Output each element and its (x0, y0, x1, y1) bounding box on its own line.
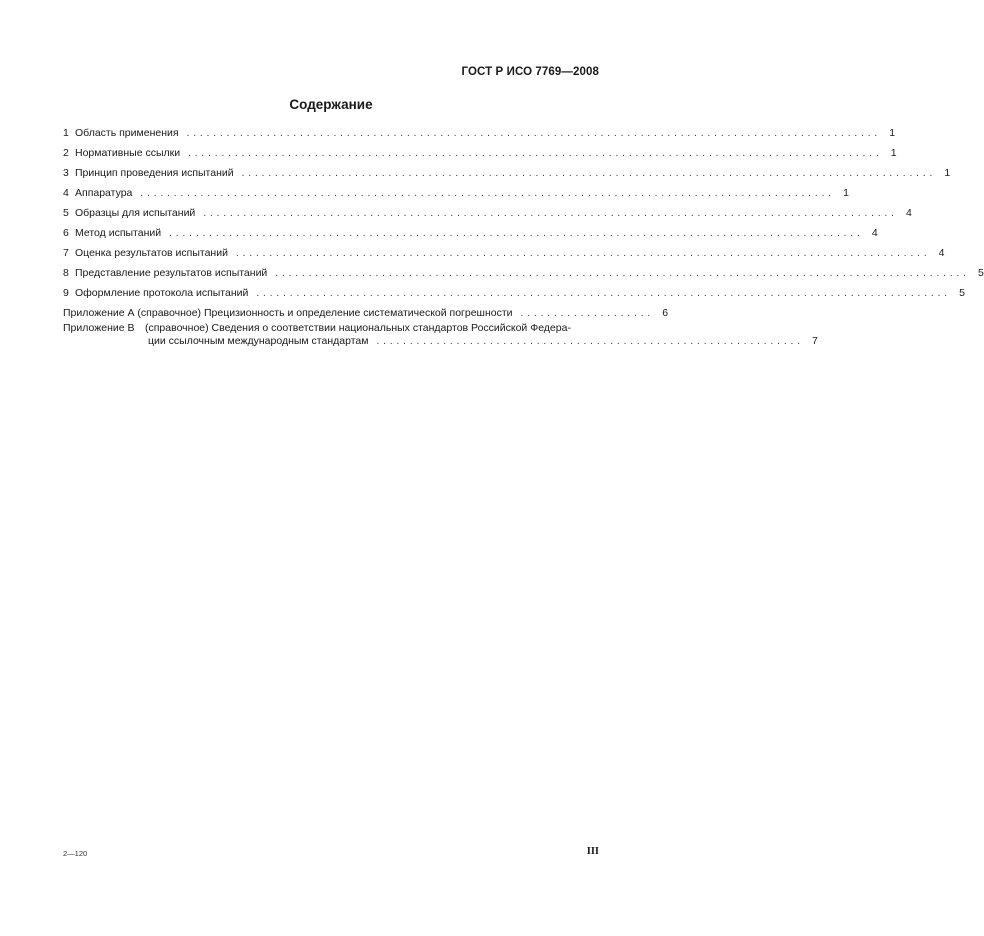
toc-leader-dots: .................... (520, 308, 655, 319)
toc-entry-page: 1 (843, 187, 849, 199)
table-of-contents (63, 120, 984, 348)
toc-entry-page: 5 (978, 267, 984, 279)
toc-entry-annex-b[interactable] (63, 322, 818, 348)
toc-entry-label: Образцы для испытаний (75, 207, 196, 219)
toc-entry-annex-a[interactable] (63, 300, 669, 320)
toc-leader-dots: ........................................................................................................ (275, 268, 970, 279)
toc-entry[interactable] (63, 180, 849, 200)
toc-entry-label: Аппаратура (75, 187, 133, 199)
toc-entry-number: 4 (63, 187, 69, 199)
toc-entry-page: 4 (938, 247, 945, 259)
toc-entry[interactable] (63, 280, 965, 300)
toc-entry-label: Оценка результатов испытаний (75, 247, 228, 259)
toc-leader-dots: ........................................................................................................ (235, 248, 931, 259)
toc-entry[interactable] (63, 160, 951, 180)
toc-entry-number: 6 (63, 227, 69, 239)
toc-entry-label: Нормативные ссылки (75, 147, 181, 159)
toc-leader-dots: ........................................................................................................ (140, 188, 835, 199)
toc-entry[interactable] (63, 200, 912, 220)
toc-entry-prefix: Приложение В (63, 322, 135, 334)
toc-leader-dots: ........................................................................................................ (241, 168, 937, 179)
toc-entry-page: 1 (944, 167, 951, 179)
toc-leader-dots: ........................................................................................................ (169, 228, 864, 239)
toc-entry-label: Метод испытаний (75, 227, 162, 239)
toc-entry-page: 4 (871, 227, 878, 239)
toc-entry-number: 5 (63, 207, 69, 219)
document-code: ГОСТ Р ИСО 7769—2008 (461, 66, 599, 78)
toc-entry-page: 1 (889, 127, 896, 139)
toc-entry[interactable] (63, 120, 896, 140)
toc-entry-page: 6 (662, 307, 669, 319)
toc-entry-page: 4 (906, 207, 912, 219)
toc-entry[interactable] (63, 220, 878, 240)
toc-title: Содержание (289, 97, 373, 112)
toc-entry-number: 9 (63, 287, 69, 299)
toc-entry[interactable] (63, 260, 984, 280)
page-number: III (586, 846, 599, 857)
toc-entry-label: Оформление протокола испытаний (75, 287, 249, 299)
toc-entry-number: 2 (63, 147, 69, 159)
toc-entry-label-line1: (справочное) Сведения о соответствии национальных стандартов Российской Федера- (145, 322, 571, 334)
toc-entry-page: 7 (812, 335, 818, 347)
toc-entry-number: 8 (63, 267, 69, 279)
sheet-code: 2—120 (63, 849, 88, 858)
toc-entry-label: Область применения (75, 127, 179, 139)
toc-leader-dots: ........................................................................................................ (186, 128, 882, 139)
toc-entry-label: Принцип проведения испытаний (75, 167, 234, 179)
toc-entry-number: 1 (63, 127, 69, 139)
toc-entry-number: 3 (63, 167, 69, 179)
toc-leader-dots: ........................................................................................................ (203, 208, 898, 219)
toc-entry-page: 5 (959, 287, 965, 299)
toc-entry[interactable] (63, 240, 945, 260)
toc-entry-label: Представление результатов испытаний (75, 267, 268, 279)
toc-leader-dots: ........................................................................................................ (188, 148, 883, 159)
toc-leader-dots: ........................................................................................................ (256, 288, 951, 299)
toc-entry-label-line2: ции ссылочным международным стандартам (148, 335, 369, 347)
toc-leader-dots: ................................................................ (376, 336, 804, 347)
toc-entry[interactable] (63, 140, 897, 160)
toc-entry-number: 7 (63, 247, 69, 259)
toc-entry-page: 1 (890, 147, 897, 159)
toc-entry-label: Приложение А (справочное) Прецизионность и определение систематической погрешности (63, 307, 513, 319)
